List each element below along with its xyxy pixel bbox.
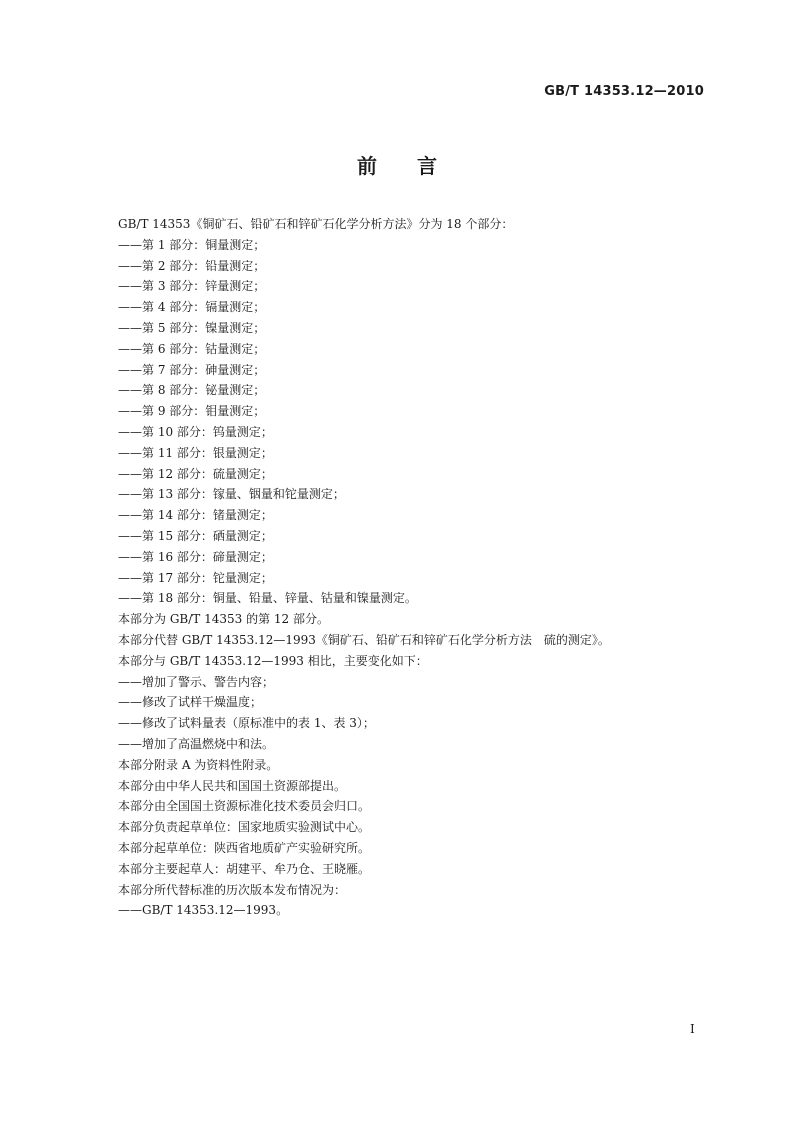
- list-item: ——第 1 部分：铜量测定；: [118, 237, 266, 252]
- list-item: ——增加了警示、警告内容；: [118, 674, 275, 689]
- list-item: ——第 8 部分：铋量测定；: [118, 383, 266, 398]
- list-item: ——第 18 部分：铜量、铅量、锌量、钴量和镍量测定。: [118, 591, 417, 606]
- note-line: 本部分由中华人民共和国国土资源部提出。: [118, 778, 347, 793]
- statement-line: 本部分为 GB/T 14353 的第 12 部分。: [118, 612, 329, 627]
- list-item: ——第 2 部分：铅量测定；: [118, 258, 266, 273]
- list-item: ——第 5 部分：镍量测定；: [118, 320, 266, 335]
- list-item: ——第 14 部分：锗量测定；: [118, 508, 273, 523]
- list-item: ——第 11 部分：银量测定；: [118, 445, 273, 460]
- history-list: [118, 900, 718, 921]
- list-item: ——第 17 部分：铊量测定；: [118, 570, 273, 585]
- note-line: 本部分由全国国土资源标准化技术委员会归口。: [118, 799, 371, 814]
- page-title: 前言: [357, 154, 477, 178]
- standard-code: GB/T 14353.12—2010: [544, 84, 704, 99]
- intro-line: GB/T 14353《铜矿石、铅矿石和锌矿石化学分析方法》分为 18 个部分：: [118, 217, 514, 231]
- list-item: ——GB/T 14353.12—1993。: [118, 903, 289, 918]
- list-item: ——第 3 部分：锌量测定；: [118, 279, 266, 294]
- list-item: ——第 13 部分：镓量、铟量和铊量测定；: [118, 487, 345, 502]
- note-line: 本部分附录 A 为资料性附录。: [118, 757, 279, 772]
- list-item: ——第 7 部分：砷量测定；: [118, 362, 266, 377]
- note-line: 本部分起草单位：陕西省地质矿产实验研究所。: [118, 840, 371, 855]
- statement-line: 本部分代替 GB/T 14353.12—1993《铜矿石、铅矿石和锌矿石化学分析方法 硫的测定》。: [118, 632, 610, 647]
- list-item: ——第 6 部分：钴量测定；: [118, 341, 266, 356]
- list-item: ——第 12 部分：硫量测定；: [118, 466, 273, 481]
- notes: [118, 755, 718, 901]
- note-line: 本部分负责起草单位：国家地质实验测试中心。: [118, 820, 371, 835]
- changes-list: [118, 672, 718, 755]
- statements: [118, 609, 718, 671]
- parts-list: [118, 235, 718, 609]
- list-item: ——第 4 部分：镉量测定；: [118, 300, 266, 315]
- statement-line: 本部分与 GB/T 14353.12—1993 相比，主要变化如下：: [118, 653, 428, 668]
- foreword-body: [118, 214, 718, 921]
- list-item: ——修改了试样干燥温度；: [118, 695, 263, 710]
- note-line: 本部分主要起草人：胡建平、牟乃仓、王晓雁。: [118, 861, 371, 876]
- list-item: ——第 10 部分：钨量测定；: [118, 424, 273, 439]
- page-number: I: [690, 1022, 695, 1036]
- list-item: ——第 16 部分：碲量测定；: [118, 549, 273, 564]
- list-item: ——第 9 部分：钼量测定；: [118, 404, 266, 419]
- list-item: ——修改了试料量表（原标准中的表 1、表 3）；: [118, 716, 375, 731]
- list-item: ——第 15 部分：硒量测定；: [118, 528, 273, 543]
- list-item: ——增加了高温燃烧中和法。: [118, 736, 275, 751]
- note-line: 本部分所代替标准的历次版本发布情况为：: [118, 882, 347, 897]
